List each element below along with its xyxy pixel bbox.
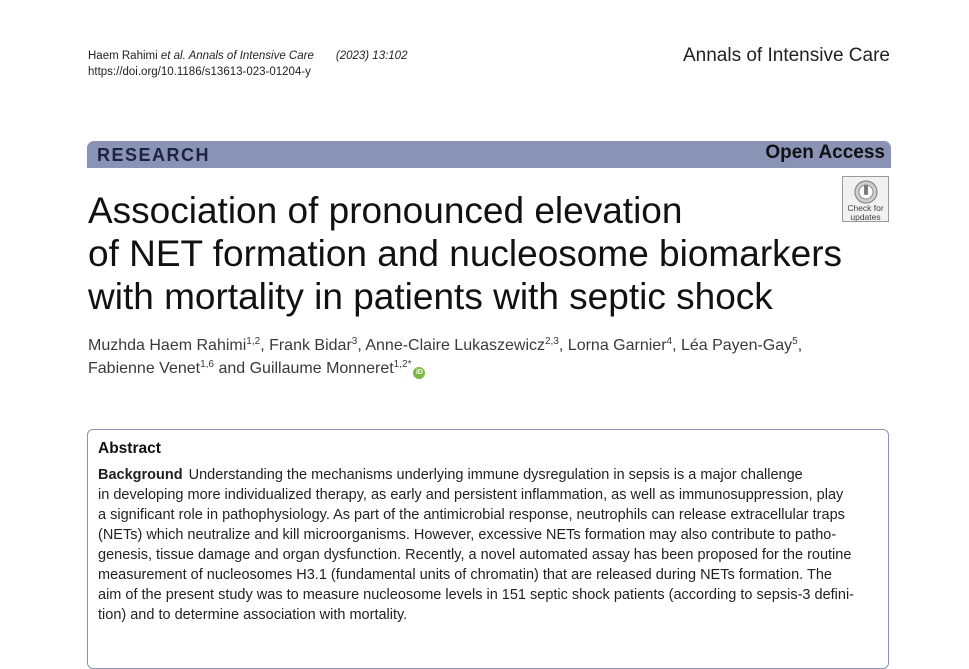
abstract-line: genesis, tissue damage and organ dysfunction. Recently, a novel automated assay has been proposed for the routine	[98, 547, 852, 563]
citation-volume: (2023) 13:102	[335, 50, 408, 62]
author-name[interactable]: Lorna Garnier	[567, 337, 667, 354]
abstract-line: in developing more individualized therapy, as early and persistent inflammation, as well as immunosuppression, play	[98, 487, 844, 503]
background-label: Background	[98, 467, 183, 483]
author-line	[88, 334, 888, 357]
author-list	[88, 334, 888, 380]
abstract-line: aim of the present study was to measure nucleosome levels in 151 septic shock patients (according to sepsis-3 defini-	[98, 587, 854, 603]
author-name[interactable]: Fabienne Venet	[88, 360, 201, 377]
title-line: Association of pronounced elevation	[88, 190, 683, 231]
abstract-line	[98, 465, 883, 485]
author-affiliation: 4	[666, 336, 673, 347]
author-separator: ,	[672, 337, 681, 354]
article-type-band	[87, 141, 891, 168]
citation-header	[88, 48, 407, 80]
abstract-line: measurement of nucleosomes H3.1 (fundamental units of chromatin) that are released during NETs formation. The	[98, 567, 832, 583]
author-name[interactable]: Anne-Claire Lukaszewicz	[365, 337, 545, 354]
author-separator: ,	[797, 337, 803, 354]
author-affiliation: 1,2*	[393, 359, 412, 370]
journal-brand: Annals of Intensive Care	[682, 45, 890, 66]
article-type-label: RESEARCH	[97, 145, 211, 165]
abstract-line: tion) and to determine association with mortality.	[98, 607, 408, 623]
author-affiliation: 2,3	[545, 336, 559, 347]
author-name[interactable]: Léa Payen-Gay	[680, 337, 793, 354]
author-name[interactable]: Muzhda Haem Rahimi	[88, 337, 247, 354]
check-updates-line2: updates	[850, 212, 881, 222]
abstract-heading: Abstract	[98, 440, 161, 457]
citation-journal: Annals of Intensive Care	[185, 50, 314, 62]
author-separator: ,	[558, 337, 568, 354]
author-name[interactable]: Guillaume Monneret	[249, 360, 394, 377]
abstract-text: Understanding the mechanisms underlying immune dysregulation in sepsis is a major challenge	[188, 467, 803, 483]
abstract-body	[98, 465, 883, 625]
title-line: of NET formation and nucleosome biomarkers	[88, 233, 843, 274]
author-affiliation: 1,6	[200, 359, 214, 370]
author-separator: and	[214, 360, 250, 377]
title-line: with mortality in patients with septic shock	[88, 276, 773, 317]
abstract-line: a significant role in pathophysiology. As part of the antimicrobial response, neutrophils can release extracellular traps	[98, 507, 845, 523]
open-access-label: Open Access	[765, 142, 885, 163]
orcid-icon[interactable]: iD	[413, 367, 425, 379]
author-affiliation: 5	[792, 336, 798, 347]
author-line	[88, 357, 888, 380]
citation-etal: et al.	[160, 50, 186, 62]
citation-line	[88, 48, 407, 64]
doi-link[interactable]: https://doi.org/10.1186/s13613-023-01204-y	[88, 66, 311, 78]
author-affiliation: 1,2	[246, 336, 261, 347]
author-separator: ,	[357, 337, 366, 354]
citation-author: Haem Rahimi	[88, 50, 161, 62]
author-separator: ,	[260, 337, 270, 354]
article-title	[88, 189, 868, 318]
author-affiliation: 3	[351, 336, 358, 347]
author-name[interactable]: Frank Bidar	[269, 337, 352, 354]
check-updates-line1: Check for	[847, 203, 884, 213]
abstract-line: (NETs) which neutralize and kill microorganisms. However, excessive NETs formation may also contribute to patho-	[98, 527, 837, 543]
